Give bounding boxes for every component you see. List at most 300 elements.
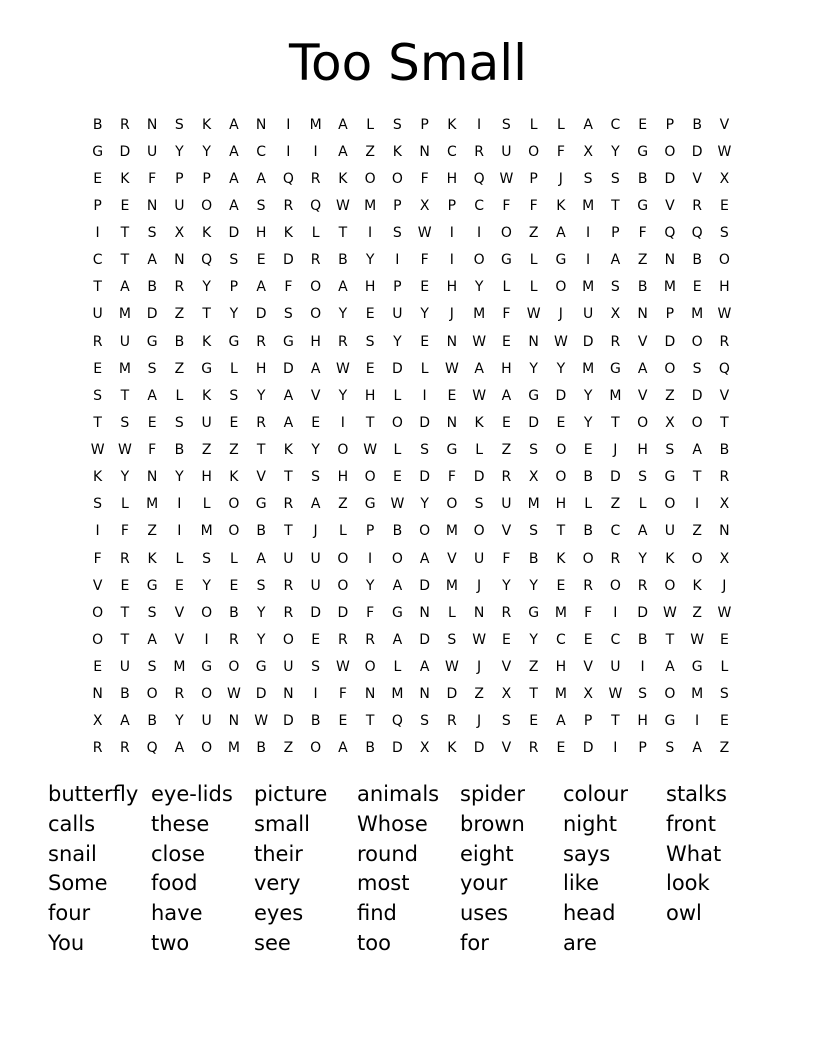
grid-letter: T bbox=[120, 387, 130, 404]
grid-letter: D bbox=[282, 360, 294, 377]
grid-letter: B bbox=[637, 631, 648, 648]
grid-letter: E bbox=[365, 306, 375, 323]
grid-letter: E bbox=[583, 631, 593, 648]
grid-letter: G bbox=[391, 604, 403, 621]
grid-letter: Z bbox=[283, 740, 294, 757]
grid-letter: T bbox=[120, 225, 130, 242]
grid-letter: Q bbox=[391, 713, 403, 730]
grid-letter: G bbox=[528, 604, 540, 621]
grid-letter: O bbox=[228, 659, 240, 676]
grid-letter: O bbox=[473, 523, 485, 540]
grid-letter: U bbox=[147, 143, 158, 160]
grid-letter: O bbox=[664, 577, 676, 594]
grid-letter: Z bbox=[719, 740, 730, 757]
grid-letter: Y bbox=[502, 577, 511, 594]
grid-letter: H bbox=[501, 360, 512, 377]
grid-letter: Z bbox=[174, 360, 185, 377]
grid-letter: Z bbox=[201, 442, 212, 459]
grid-letter: W bbox=[608, 686, 623, 703]
grid-letter: S bbox=[420, 442, 430, 459]
grid-letter: M bbox=[364, 197, 377, 214]
grid-letter: V bbox=[256, 469, 266, 486]
grid-letter: L bbox=[366, 116, 375, 133]
grid-letter: O bbox=[664, 360, 676, 377]
grid-letter: S bbox=[256, 197, 266, 214]
grid-letter: H bbox=[446, 170, 458, 187]
grid-letter: R bbox=[528, 740, 539, 757]
grid-letter: P bbox=[393, 279, 402, 296]
grid-letter: E bbox=[256, 252, 266, 269]
grid-letter: J bbox=[558, 306, 563, 323]
word-list-item: very bbox=[254, 871, 301, 896]
grid-letter: S bbox=[610, 170, 620, 187]
word-list-item: small bbox=[254, 811, 310, 836]
grid-letter: X bbox=[610, 306, 621, 323]
grid-letter: P bbox=[638, 740, 647, 757]
grid-letter: O bbox=[391, 414, 403, 431]
grid-letter: D bbox=[691, 387, 703, 404]
grid-letter: Y bbox=[393, 333, 402, 350]
grid-letter: O bbox=[228, 523, 240, 540]
grid-letter: Z bbox=[692, 604, 702, 621]
grid-letter: V bbox=[447, 550, 457, 567]
grid-letter: Z bbox=[637, 252, 648, 269]
grid-letter: H bbox=[310, 333, 321, 350]
grid-letter: F bbox=[447, 469, 456, 486]
grid-letter: R bbox=[501, 604, 512, 621]
grid-letter: D bbox=[310, 604, 322, 621]
grid-letter: A bbox=[147, 252, 157, 269]
grid-letter: Z bbox=[665, 387, 675, 404]
grid-letter: E bbox=[120, 577, 130, 594]
grid-letter: Y bbox=[365, 577, 375, 594]
grid-letter: A bbox=[338, 116, 348, 133]
grid-letter: O bbox=[364, 469, 376, 486]
grid-letter: G bbox=[528, 387, 540, 404]
grid-letter: T bbox=[611, 197, 620, 214]
grid-letter: B bbox=[310, 713, 321, 730]
grid-letter: L bbox=[120, 496, 129, 513]
grid-letter: A bbox=[583, 116, 593, 133]
grid-letter: U bbox=[310, 550, 321, 567]
grid-letter: R bbox=[283, 577, 294, 594]
grid-letter: S bbox=[311, 469, 321, 486]
grid-letter: G bbox=[691, 659, 703, 676]
grid-letter: C bbox=[555, 631, 566, 648]
grid-letter: E bbox=[529, 713, 539, 730]
grid-letter: M bbox=[582, 360, 595, 377]
word-list-item: butterfly bbox=[48, 782, 139, 806]
grid-letter: O bbox=[555, 469, 567, 486]
word-list-item: What bbox=[666, 841, 722, 866]
grid-letter: O bbox=[500, 225, 512, 242]
grid-letter: N bbox=[146, 197, 158, 214]
grid-letter: E bbox=[556, 740, 566, 757]
grid-letter: J bbox=[477, 713, 482, 730]
grid-letter: E bbox=[556, 414, 566, 431]
grid-letter: O bbox=[555, 279, 567, 296]
word-list-item: are bbox=[563, 930, 597, 955]
grid-letter: P bbox=[175, 170, 184, 187]
grid-letter: K bbox=[147, 550, 157, 567]
grid-letter: I bbox=[449, 252, 454, 269]
grid-letter: G bbox=[92, 143, 104, 160]
grid-letter: G bbox=[146, 577, 158, 594]
grid-letter: B bbox=[583, 523, 593, 540]
grid-letter: A bbox=[556, 225, 566, 242]
grid-letter: O bbox=[92, 631, 104, 648]
word-list-item: see bbox=[254, 930, 291, 955]
grid-letter: I bbox=[177, 523, 182, 540]
grid-letter: S bbox=[174, 116, 184, 133]
grid-letter: B bbox=[719, 442, 730, 459]
grid-letter: W bbox=[444, 659, 459, 676]
grid-letter: N bbox=[255, 116, 267, 133]
grid-letter: E bbox=[392, 469, 402, 486]
grid-letter: M bbox=[582, 279, 595, 296]
grid-letter: O bbox=[691, 333, 703, 350]
grid-letter: B bbox=[174, 333, 185, 350]
grid-letter: F bbox=[638, 225, 647, 242]
grid-letter: M bbox=[663, 279, 676, 296]
grid-letter: X bbox=[583, 686, 593, 703]
grid-letter: N bbox=[419, 143, 430, 160]
grid-letter: H bbox=[337, 469, 349, 486]
grid-letter: A bbox=[229, 116, 239, 133]
grid-letter: Y bbox=[202, 279, 211, 296]
grid-letter: M bbox=[227, 740, 240, 757]
grid-letter: S bbox=[692, 360, 702, 377]
grid-letter: S bbox=[93, 387, 103, 404]
grid-letter: G bbox=[255, 659, 267, 676]
grid-letter: N bbox=[473, 604, 485, 621]
grid-letter: G bbox=[500, 252, 512, 269]
grid-letter: D bbox=[664, 333, 676, 350]
grid-letter: C bbox=[610, 116, 621, 133]
word-list-item: uses bbox=[460, 901, 509, 926]
grid-letter: M bbox=[118, 306, 131, 323]
grid-letter: O bbox=[664, 143, 676, 160]
grid-letter: J bbox=[477, 659, 482, 676]
grid-letter: R bbox=[92, 740, 103, 757]
grid-letter: R bbox=[92, 333, 103, 350]
word-list-item: have bbox=[151, 901, 203, 926]
word-list-item: calls bbox=[48, 811, 96, 836]
grid-letter: K bbox=[338, 170, 348, 187]
grid-letter: F bbox=[148, 442, 157, 459]
grid-letter: V bbox=[583, 659, 593, 676]
grid-letter: P bbox=[583, 713, 593, 730]
grid-letter: F bbox=[420, 252, 429, 269]
grid-letter: R bbox=[120, 116, 130, 133]
grid-letter: F bbox=[284, 279, 293, 296]
grid-letter: D bbox=[391, 740, 403, 757]
grid-letter: N bbox=[719, 523, 730, 540]
grid-letter: X bbox=[719, 550, 730, 567]
grid-letter: Z bbox=[610, 496, 621, 513]
grid-letter: K bbox=[556, 550, 566, 567]
grid-letter: T bbox=[284, 523, 293, 540]
grid-letter: T bbox=[665, 631, 675, 648]
grid-letter: E bbox=[583, 442, 593, 459]
grid-letter: W bbox=[444, 360, 459, 377]
word-list-item: front bbox=[666, 811, 716, 836]
grid-letter: D bbox=[419, 577, 431, 594]
word-list-item: eye-lids bbox=[151, 782, 233, 806]
grid-letter: E bbox=[719, 713, 729, 730]
grid-letter: E bbox=[501, 333, 511, 350]
grid-letter: A bbox=[338, 279, 348, 296]
grid-letter: Z bbox=[474, 686, 484, 703]
grid-letter: I bbox=[95, 523, 100, 540]
grid-letter: L bbox=[447, 604, 456, 621]
grid-letter: K bbox=[202, 116, 212, 133]
grid-letter: X bbox=[419, 740, 430, 757]
grid-letter: E bbox=[556, 577, 566, 594]
grid-letter: W bbox=[717, 143, 732, 160]
grid-letter: Y bbox=[420, 306, 429, 323]
grid-letter: B bbox=[174, 442, 185, 459]
grid-letter: O bbox=[446, 496, 458, 513]
grid-letter: M bbox=[582, 197, 595, 214]
grid-letter: N bbox=[446, 333, 458, 350]
grid-letter: Y bbox=[256, 631, 266, 648]
grid-letter: G bbox=[364, 496, 376, 513]
grid-letter: X bbox=[528, 469, 539, 486]
grid-letter: L bbox=[393, 387, 402, 404]
grid-letter: O bbox=[337, 550, 349, 567]
grid-letter: O bbox=[201, 740, 213, 757]
grid-letter: H bbox=[364, 387, 376, 404]
grid-letter: N bbox=[419, 686, 430, 703]
grid-letter: U bbox=[664, 523, 675, 540]
grid-letter: V bbox=[501, 740, 512, 757]
grid-letter: A bbox=[665, 659, 675, 676]
grid-letter: Z bbox=[338, 496, 348, 513]
grid-letter: D bbox=[446, 686, 458, 703]
grid-letter: D bbox=[528, 414, 540, 431]
grid-letter: V bbox=[501, 659, 512, 676]
grid-letter: D bbox=[282, 713, 294, 730]
grid-letter: C bbox=[610, 631, 621, 648]
grid-letter: E bbox=[93, 659, 103, 676]
grid-letter: T bbox=[692, 469, 702, 486]
grid-letter: A bbox=[256, 170, 266, 187]
grid-letter: I bbox=[286, 116, 291, 133]
grid-letter: K bbox=[556, 197, 566, 214]
grid-letter: Y bbox=[529, 360, 538, 377]
grid-letter: Y bbox=[120, 469, 130, 486]
grid-letter: K bbox=[692, 577, 702, 594]
grid-letter: K bbox=[665, 550, 675, 567]
grid-letter: R bbox=[501, 469, 512, 486]
grid-letter: W bbox=[90, 442, 105, 459]
grid-letter: D bbox=[691, 143, 703, 160]
grid-letter: O bbox=[310, 740, 322, 757]
grid-letter: B bbox=[338, 252, 348, 269]
grid-letter: I bbox=[340, 414, 345, 431]
grid-letter: A bbox=[120, 279, 130, 296]
grid-letter: Y bbox=[311, 442, 320, 459]
grid-letter: I bbox=[449, 225, 454, 242]
grid-letter: H bbox=[637, 442, 648, 459]
grid-letter: D bbox=[146, 306, 158, 323]
grid-letter: Y bbox=[338, 306, 348, 323]
grid-letter: K bbox=[392, 143, 402, 160]
grid-letter: U bbox=[174, 197, 185, 214]
grid-letter: N bbox=[446, 414, 458, 431]
grid-letter: P bbox=[420, 116, 429, 133]
grid-letter: D bbox=[473, 469, 485, 486]
grid-letter: Y bbox=[202, 577, 211, 594]
grid-letter: S bbox=[474, 496, 484, 513]
grid-letter: L bbox=[502, 279, 511, 296]
grid-letter: S bbox=[501, 116, 511, 133]
grid-letter: P bbox=[665, 306, 675, 323]
grid-letter: O bbox=[582, 550, 594, 567]
grid-letter: I bbox=[613, 604, 618, 621]
grid-letter: R bbox=[283, 197, 294, 214]
grid-letter: W bbox=[226, 686, 241, 703]
grid-letter: Y bbox=[474, 279, 484, 296]
grid-letter: I bbox=[695, 496, 700, 513]
grid-letter: O bbox=[310, 279, 322, 296]
grid-letter: S bbox=[583, 170, 593, 187]
grid-letter: B bbox=[256, 523, 266, 540]
grid-letter: A bbox=[338, 143, 348, 160]
grid-letter: R bbox=[283, 604, 294, 621]
grid-letter: E bbox=[719, 631, 729, 648]
grid-letter: W bbox=[335, 360, 350, 377]
grid-letter: O bbox=[664, 496, 676, 513]
grid-letter: N bbox=[637, 306, 648, 323]
grid-letter: C bbox=[610, 523, 621, 540]
grid-letter: I bbox=[368, 225, 373, 242]
grid-letter: T bbox=[93, 414, 102, 431]
grid-letter: Y bbox=[529, 577, 538, 594]
grid-letter: W bbox=[499, 170, 514, 187]
grid-letter: R bbox=[365, 631, 375, 648]
grid-letter: R bbox=[474, 143, 484, 160]
grid-letter: O bbox=[282, 631, 294, 648]
grid-letter: M bbox=[473, 306, 486, 323]
grid-letter: Y bbox=[529, 631, 538, 648]
grid-letter: T bbox=[338, 225, 348, 242]
grid-letter: F bbox=[338, 686, 347, 703]
grid-letter: Y bbox=[638, 550, 647, 567]
grid-letter: D bbox=[664, 170, 676, 187]
grid-letter: R bbox=[610, 550, 621, 567]
grid-letter: R bbox=[610, 333, 621, 350]
grid-letter: U bbox=[283, 659, 294, 676]
grid-letter: D bbox=[419, 414, 431, 431]
grid-letter: V bbox=[92, 577, 103, 594]
grid-letter: A bbox=[338, 740, 348, 757]
word-list-item: most bbox=[357, 871, 410, 896]
grid-letter: M bbox=[609, 387, 622, 404]
word-list-item: two bbox=[151, 930, 190, 955]
grid-letter: H bbox=[719, 279, 730, 296]
grid-letter: R bbox=[120, 740, 130, 757]
grid-letter: J bbox=[613, 442, 618, 459]
grid-letter: L bbox=[638, 496, 647, 513]
grid-letter: D bbox=[609, 469, 621, 486]
grid-letter: S bbox=[665, 740, 675, 757]
grid-letter: Y bbox=[175, 713, 184, 730]
grid-letter: P bbox=[393, 197, 402, 214]
grid-letter: W bbox=[335, 197, 350, 214]
grid-letter: L bbox=[202, 496, 211, 513]
grid-letter: J bbox=[477, 577, 482, 594]
grid-letter: D bbox=[582, 333, 594, 350]
grid-letter: J bbox=[449, 306, 454, 323]
grid-letter: S bbox=[420, 713, 430, 730]
grid-letter: E bbox=[174, 577, 184, 594]
grid-letter: Y bbox=[202, 143, 211, 160]
word-list bbox=[48, 780, 768, 959]
grid-letter: V bbox=[692, 170, 702, 187]
grid-letter: P bbox=[529, 170, 538, 187]
grid-letter: W bbox=[335, 659, 350, 676]
grid-letter: W bbox=[117, 442, 132, 459]
grid-letter: U bbox=[501, 496, 512, 513]
grid-letter: B bbox=[637, 279, 648, 296]
grid-letter: U bbox=[310, 577, 321, 594]
grid-letter: E bbox=[501, 631, 511, 648]
grid-letter: W bbox=[717, 604, 732, 621]
grid-letter: S bbox=[147, 360, 157, 377]
grid-letter: T bbox=[120, 252, 130, 269]
grid-letter: X bbox=[92, 713, 103, 730]
grid-letter: U bbox=[201, 713, 212, 730]
word-list-item: You bbox=[48, 930, 85, 955]
grid-letter: X bbox=[719, 170, 730, 187]
grid-letter: Y bbox=[583, 414, 593, 431]
grid-letter: T bbox=[365, 713, 375, 730]
grid-letter: O bbox=[92, 604, 104, 621]
grid-letter: A bbox=[501, 387, 512, 404]
grid-letter: G bbox=[255, 496, 267, 513]
grid-letter: G bbox=[637, 143, 649, 160]
word-list-item: says bbox=[563, 841, 611, 866]
grid-letter: N bbox=[146, 469, 158, 486]
grid-letter: I bbox=[477, 225, 482, 242]
grid-letter: S bbox=[447, 631, 457, 648]
grid-letter: G bbox=[201, 659, 213, 676]
grid-letter: A bbox=[637, 360, 648, 377]
grid-letter: M bbox=[527, 496, 540, 513]
grid-letter: Z bbox=[528, 659, 539, 676]
grid-letter: A bbox=[419, 550, 430, 567]
grid-letter: M bbox=[173, 659, 186, 676]
grid-letter: L bbox=[529, 116, 538, 133]
grid-letter: H bbox=[255, 360, 267, 377]
grid-letter: D bbox=[119, 143, 131, 160]
grid-letter: L bbox=[393, 442, 402, 459]
word-list-item: round bbox=[357, 841, 418, 866]
grid-letter: U bbox=[119, 659, 130, 676]
grid-letter: F bbox=[93, 550, 102, 567]
grid-letter: T bbox=[611, 713, 620, 730]
grid-letter: R bbox=[283, 496, 294, 513]
grid-letter: O bbox=[364, 659, 376, 676]
grid-letter: E bbox=[719, 197, 729, 214]
grid-letter: T bbox=[256, 442, 266, 459]
grid-letter: Y bbox=[229, 306, 239, 323]
grid-letter: N bbox=[174, 252, 185, 269]
grid-letter: B bbox=[692, 252, 702, 269]
grid-letter: Y bbox=[611, 143, 620, 160]
